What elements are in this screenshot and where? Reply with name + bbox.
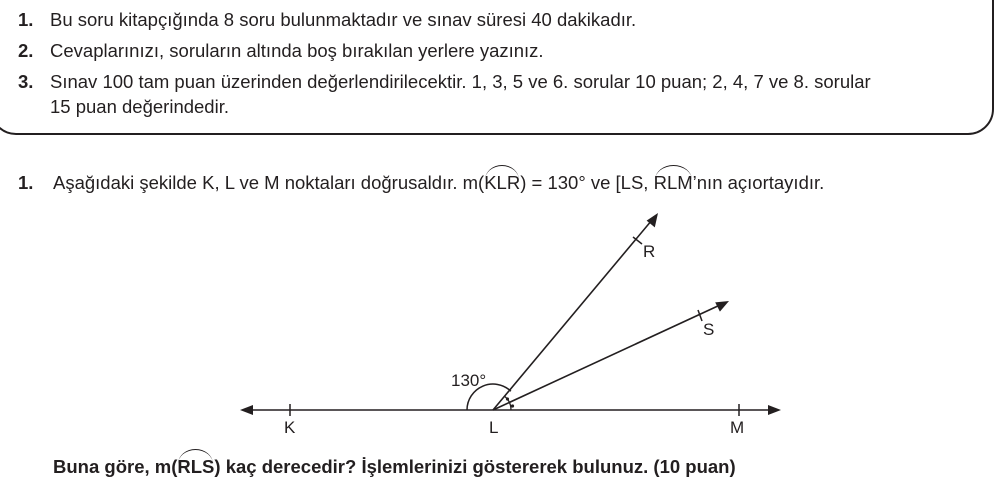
instruction-1-text: Bu soru kitapçığında 8 soru bulunmaktadır ve sınav süresi 40 dakikadır. — [50, 9, 637, 30]
ask-text-part-2: kaç derecedir? İşlemlerinizi göstererek bulunuz. (10 puan) — [220, 456, 736, 477]
label-l: L — [489, 418, 499, 437]
question-text-part-3: ’nın açıortayıdır. — [692, 172, 825, 193]
ask-text-part-1: Buna göre, m — [53, 456, 172, 477]
label-angle-130: 130° — [451, 371, 487, 390]
instruction-2-text: Cevaplarınızı, soruların altında boş bırakılan yerlere yazınız. — [50, 40, 544, 61]
label-r: R — [643, 242, 656, 261]
equal-angle-dot-2 — [511, 404, 514, 407]
question-number: 1. — [18, 172, 34, 193]
instruction-3-text-line-1: Sınav 100 tam puan üzerinden değerlendirilecektir. 1, 3, 5 ve 6. sorular 10 puan; 2, 4, 7 ve 8. sorular — [50, 71, 871, 92]
angle-rlm: RLM — [653, 172, 693, 193]
ray-ls — [493, 305, 720, 410]
ray-lr — [493, 220, 652, 410]
instruction-3-text-line-2: 15 puan değerindedir. — [50, 96, 229, 117]
equal-angle-dot-1 — [506, 397, 509, 400]
label-m: M — [730, 418, 745, 437]
question-ask: Buna göre, m(RLS) kaç derecedir? İşlemlerinizi göstererek bulunuz. (10 puan) — [53, 456, 736, 477]
angle-rls: RLS — [177, 456, 215, 477]
question-text-part-1: Aşağıdaki şekilde K, L ve M noktaları doğrusaldır. m — [53, 172, 479, 193]
instruction-3-number: 3. — [18, 71, 34, 92]
instruction-1-number: 1. — [18, 9, 34, 30]
label-k: K — [284, 418, 296, 437]
instruction-2-number: 2. — [18, 40, 34, 61]
arrowhead-s — [715, 301, 729, 312]
arrowhead-left — [240, 405, 253, 415]
question-text-part-2: = 130° ve [LS, — [526, 172, 654, 193]
question-text: Aşağıdaki şekilde K, L ve M noktaları doğrusaldır. m(KLR) = 130° ve [LS, RLM’nın açıortayıdır. — [53, 172, 825, 193]
label-s: S — [703, 320, 715, 339]
angle-klr: KLR — [484, 172, 521, 193]
arrowhead-right — [768, 405, 781, 415]
